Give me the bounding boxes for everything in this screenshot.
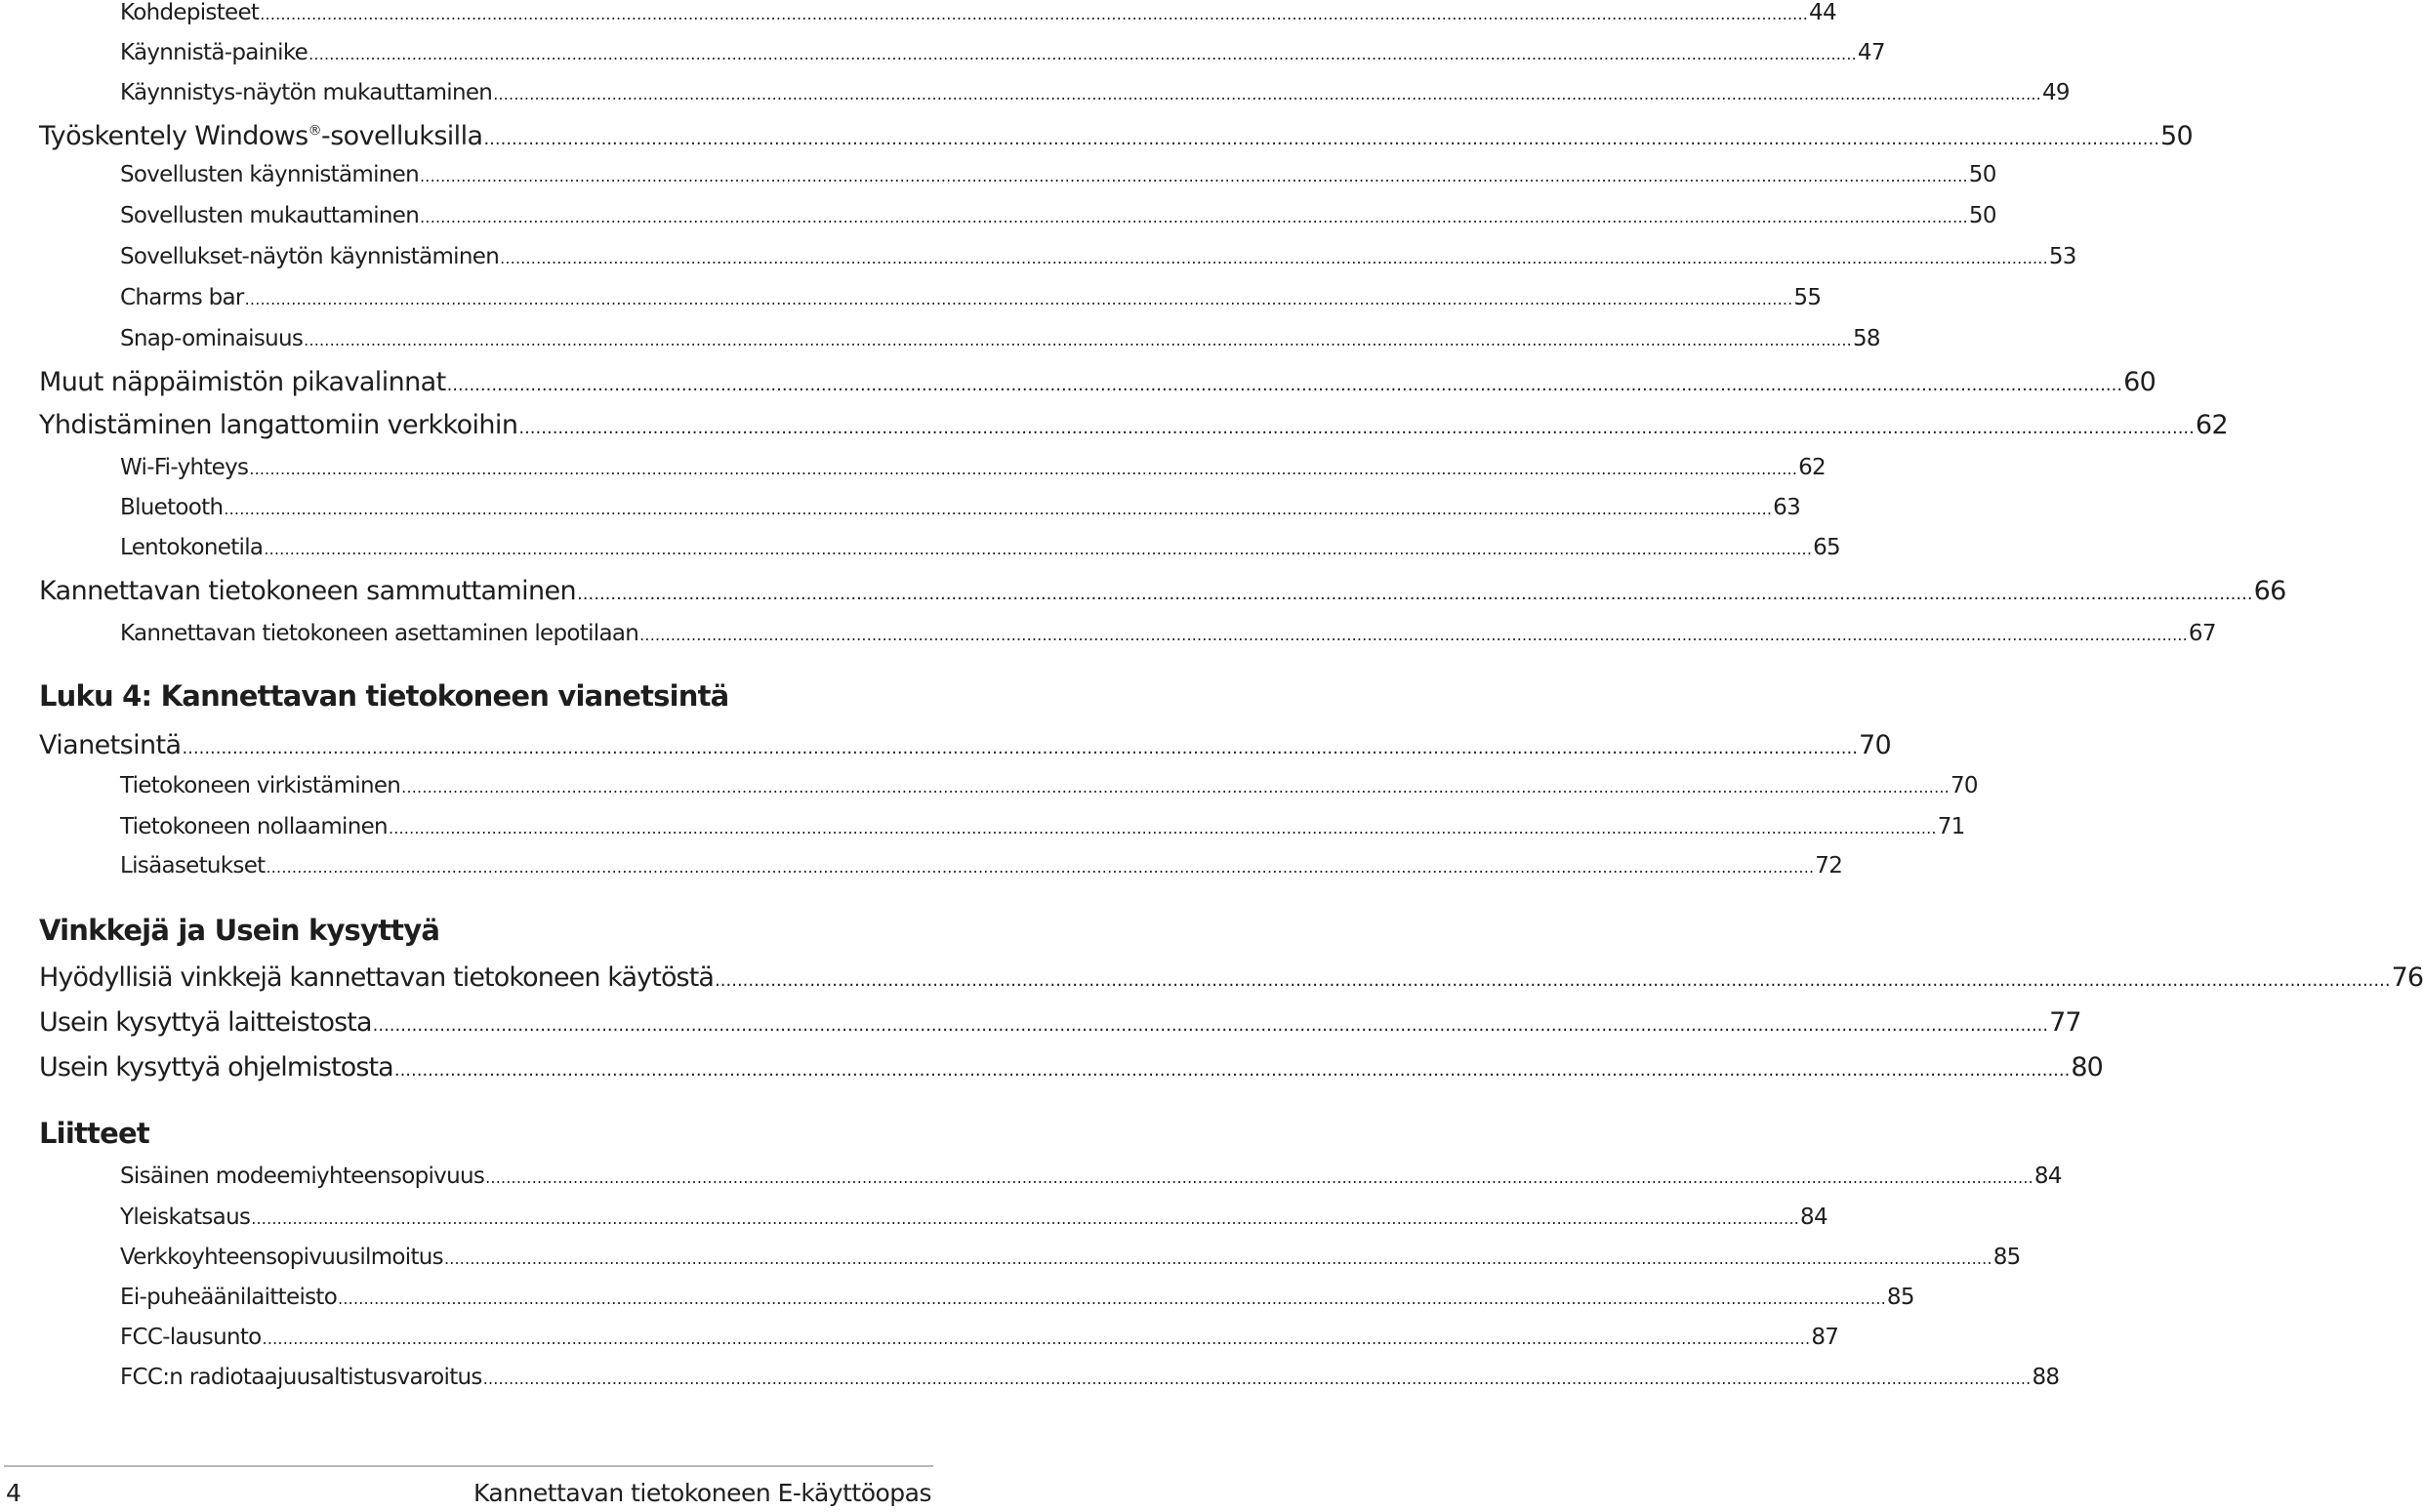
toc-entry-title (120, 535, 263, 560)
toc-page-number: 62 (1798, 455, 1826, 480)
toc-leader-dots: ............................................................................................................................................................................................................................................................................................................ (482, 1369, 2032, 1388)
toc-entry-title-text: Verkkoyhteensopivuusilmoitus (120, 1245, 443, 1270)
toc-entry-title-text: Yleiskatsaus (120, 1205, 251, 1230)
toc-page-number: 70 (1858, 730, 1892, 760)
toc-entry-title (120, 773, 400, 798)
toc-entry-title (120, 326, 303, 351)
toc-leader-dots: ............................................................................................................................................................................................................................................................................................................ (338, 1289, 1886, 1308)
toc-entry-title (120, 853, 265, 879)
toc-leader-dots: ............................................................................................................................................................................................................................................................................................................ (388, 819, 1937, 838)
toc-entry[interactable] (39, 367, 2156, 406)
toc-entry-title (120, 1285, 337, 1310)
toc-leader-dots: ............................................................................................................................................................................................................................................................................................................ (483, 129, 2159, 149)
toc-entry-title (120, 1325, 262, 1350)
toc-leader-dots: ............................................................................................................................................................................................................................................................................................................ (577, 584, 2253, 604)
toc-section-heading: Luku 4: Kannettavan tietokoneen vianetsintä (39, 679, 729, 713)
toc-entry-title (120, 455, 248, 480)
toc-subentry[interactable] (120, 0, 1836, 39)
toc-page-number: 60 (2123, 367, 2156, 397)
toc-page-number: 50 (1968, 203, 1996, 228)
toc-subentry[interactable] (120, 773, 1978, 812)
toc-leader-dots: ............................................................................................................................................................................................................................................................................................................ (249, 460, 1798, 478)
toc-entry-title (39, 410, 517, 440)
toc-entry-title-text: Ei-puheäänilaitteisto (120, 1285, 338, 1310)
toc-leader-dots: ............................................................................................................................................................................................................................................................................................................ (420, 208, 1968, 226)
toc-page-number: 53 (2048, 244, 2076, 269)
toc-subentry[interactable] (120, 535, 1840, 574)
toc-entry-title (39, 962, 714, 993)
toc-entry[interactable] (39, 1007, 2081, 1046)
toc-page-number: 50 (2159, 121, 2194, 151)
toc-leader-dots: ............................................................................................................................................................................................................................................................................................................ (401, 778, 1950, 797)
toc-subentry[interactable] (120, 326, 1880, 365)
toc-subentry[interactable] (120, 495, 1801, 534)
toc-leader-dots: ............................................................................................................................................................................................................................................................................................................ (443, 1249, 1992, 1268)
toc-entry[interactable] (39, 121, 2194, 160)
toc-subentry[interactable] (120, 162, 1996, 201)
toc-entry-title-text: Usein kysyttyä ohjelmistosta (39, 1052, 393, 1083)
toc-subentry[interactable] (120, 621, 2216, 660)
toc-page-number: 88 (2032, 1365, 2060, 1390)
toc-section-heading: Vinkkejä ja Usein kysyttyä (39, 914, 440, 947)
toc-entry-title (120, 162, 419, 187)
toc-leader-dots: ............................................................................................................................................................................................................................................................................................................ (485, 1168, 2033, 1187)
footer-divider (4, 1465, 933, 1467)
toc-entry[interactable] (39, 962, 2423, 1001)
toc-page-number: 44 (1809, 0, 1836, 25)
toc-entry-title (39, 367, 446, 397)
toc-leader-dots: ............................................................................................................................................................................................................................................................................................................ (500, 249, 2048, 267)
toc-entry-title-text: Sisäinen modeemiyhteensopivuus (120, 1164, 485, 1189)
toc-page-number: 62 (2195, 410, 2229, 440)
toc-page-number: 50 (1968, 162, 1996, 187)
toc-subentry[interactable] (120, 455, 1826, 494)
toc-page-number: 80 (2071, 1052, 2103, 1083)
toc-leader-dots: ............................................................................................................................................................................................................................................................................................................ (518, 418, 2195, 438)
toc-entry[interactable] (39, 1052, 2103, 1091)
toc-entry-title-text: Snap-ominaisuus (120, 326, 304, 351)
toc-subentry[interactable] (120, 203, 1996, 242)
toc-entry-title-text: Tietokoneen virkistäminen (120, 773, 401, 798)
toc-leader-dots: ............................................................................................................................................................................................................................................................................................................ (393, 1060, 2071, 1081)
toc-page-number: 85 (1886, 1285, 1914, 1310)
toc-entry[interactable] (39, 730, 1892, 769)
toc-leader-dots: ............................................................................................................................................................................................................................................................................................................ (266, 858, 1815, 877)
toc-leader-dots: ............................................................................................................................................................................................................................................................................................................ (264, 540, 1813, 558)
toc-entry-title (39, 1007, 372, 1038)
toc-entry-title-text: Kohdepisteet (120, 0, 260, 25)
toc-page-number: 65 (1813, 535, 1840, 560)
toc-leader-dots: ............................................................................................................................................................................................................................................................................................................ (251, 1209, 1800, 1228)
toc-leader-dots: ............................................................................................................................................................................................................................................................................................................ (262, 1329, 1811, 1348)
toc-entry-title-text: Yhdistäminen langattomiin verkkoihin (39, 410, 518, 440)
toc-subentry[interactable] (120, 853, 1843, 892)
toc-subentry[interactable] (120, 1365, 2060, 1404)
toc-page-number: 87 (1811, 1325, 1839, 1350)
toc-leader-dots: ............................................................................................................................................................................................................................................................................................................ (244, 290, 1793, 308)
toc-entry-title-text: Sovellusten mukauttaminen (120, 203, 420, 228)
toc-entry-title-text: Bluetooth (120, 495, 224, 520)
toc-page-number: 49 (2041, 80, 2070, 105)
toc-subentry[interactable] (120, 80, 2070, 119)
footer-page-number: 4 (6, 1479, 21, 1507)
toc-entry-title (120, 0, 259, 25)
toc-leader-dots: ............................................................................................................................................................................................................................................................................................................ (715, 970, 2391, 991)
toc-entry[interactable] (39, 410, 2229, 449)
toc-subentry[interactable] (120, 1285, 1914, 1324)
footer-document-title: Kannettavan tietokoneen E-käyttöopas (472, 1479, 931, 1507)
toc-entry-title-text: Tietokoneen nollaaminen (120, 814, 388, 839)
toc-entry-title (120, 80, 492, 105)
toc-page-number: 77 (2049, 1007, 2081, 1038)
toc-leader-dots: ............................................................................................................................................................................................................................................................................................................ (304, 331, 1852, 349)
toc-entry[interactable] (39, 576, 2286, 615)
toc-leader-dots: ............................................................................................................................................................................................................................................................................................................ (224, 500, 1773, 518)
toc-page-number: 84 (1800, 1205, 1828, 1230)
toc-section-heading: Liitteet (39, 1117, 149, 1150)
toc-entry-title (39, 121, 482, 151)
toc-entry-title (120, 1205, 250, 1230)
toc-entry-title-text: FCC:n radiotaajuusaltistusvaroitus (120, 1365, 482, 1390)
toc-leader-dots: ............................................................................................................................................................................................................................................................................................................ (420, 167, 1968, 185)
registered-mark: ® (308, 123, 322, 139)
toc-page-number: 84 (2033, 1164, 2062, 1189)
toc-leader-dots: ............................................................................................................................................................................................................................................................................................................ (308, 45, 1857, 63)
toc-entry-title-text: Muut näppäimistön pikavalinnat (39, 367, 446, 397)
toc-page-number: 76 (2391, 962, 2423, 993)
toc-subentry[interactable] (120, 285, 1822, 324)
toc-page-number: 47 (1857, 40, 1885, 65)
toc-entry-title-text: Sovellukset-näytön käynnistäminen (120, 244, 500, 269)
toc-entry-title (120, 495, 223, 520)
toc-entry-title (120, 621, 638, 646)
toc-page-number: 71 (1937, 814, 1965, 839)
toc-entry-title-text: Charms bar (120, 285, 244, 310)
toc-entry-title-text: Hyödyllisiä vinkkejä kannettavan tietokoneen käytöstä (39, 962, 715, 993)
toc-subentry[interactable] (120, 814, 1965, 853)
toc-entry-title (120, 244, 499, 269)
toc-entry-title-text: Lisäasetukset (120, 853, 266, 879)
toc-leader-dots: ............................................................................................................................................................................................................................................................................................................ (372, 1015, 2049, 1036)
toc-page-number: 85 (1992, 1245, 2021, 1270)
toc-page-number: 72 (1815, 853, 1843, 879)
toc-subentry[interactable] (120, 244, 2076, 283)
toc-entry-title (39, 730, 181, 760)
toc-page-number: 63 (1773, 495, 1801, 520)
toc-page-number: 67 (2188, 621, 2216, 646)
toc-entry-title-text: Sovellusten käynnistäminen (120, 162, 419, 187)
toc-entry-title-text: Työskentely Windows (39, 121, 308, 151)
toc-entry-title-text: Lentokonetila (120, 535, 264, 560)
toc-subentry[interactable] (120, 1245, 2021, 1284)
toc-leader-dots: ............................................................................................................................................................................................................................................................................................................ (260, 5, 1809, 23)
toc-subentry[interactable] (120, 1164, 2062, 1203)
toc-entry-title (120, 1164, 484, 1189)
toc-subentry[interactable] (120, 1325, 1839, 1364)
toc-entry-title (120, 203, 419, 228)
toc-entry-title (120, 814, 388, 839)
toc-leader-dots: ............................................................................................................................................................................................................................................................................................................ (182, 738, 1858, 758)
toc-entry-title-text: FCC-lausunto (120, 1325, 262, 1350)
toc-entry-title (120, 1245, 443, 1270)
toc-page-number: 55 (1793, 285, 1822, 310)
toc-entry-title-text: Kannettavan tietokoneen asettaminen lepotilaan (120, 621, 639, 646)
toc-leader-dots: ............................................................................................................................................................................................................................................................................................................ (446, 375, 2123, 395)
toc-entry-title-text: Usein kysyttyä laitteistosta (39, 1007, 372, 1038)
toc-entry-title (120, 285, 244, 310)
toc-leader-dots: ............................................................................................................................................................................................................................................................................................................ (639, 626, 2188, 644)
toc-subentry[interactable] (120, 1205, 1828, 1244)
toc-entry-title-text: Käynnistä-painike (120, 40, 308, 65)
toc-page-number: 70 (1950, 773, 1978, 798)
toc-entry-title-text: Käynnistys-näytön mukauttaminen (120, 80, 493, 105)
toc-entry-title-text: Vianetsintä (39, 730, 182, 760)
toc-entry-title (39, 1052, 393, 1083)
toc-page-number: 66 (2253, 576, 2286, 606)
toc-entry-title (120, 40, 308, 65)
toc-entry-title-text: Wi-Fi-yhteys (120, 455, 249, 480)
toc-leader-dots: ............................................................................................................................................................................................................................................................................................................ (493, 85, 2041, 103)
toc-entry-title (120, 1365, 482, 1390)
toc-page-number: 58 (1852, 326, 1880, 351)
toc-entry-title-text: Kannettavan tietokoneen sammuttaminen (39, 576, 577, 606)
toc-entry-title-suffix: -sovelluksilla (321, 121, 483, 151)
toc-subentry[interactable] (120, 40, 1885, 79)
toc-entry-title (39, 576, 576, 606)
